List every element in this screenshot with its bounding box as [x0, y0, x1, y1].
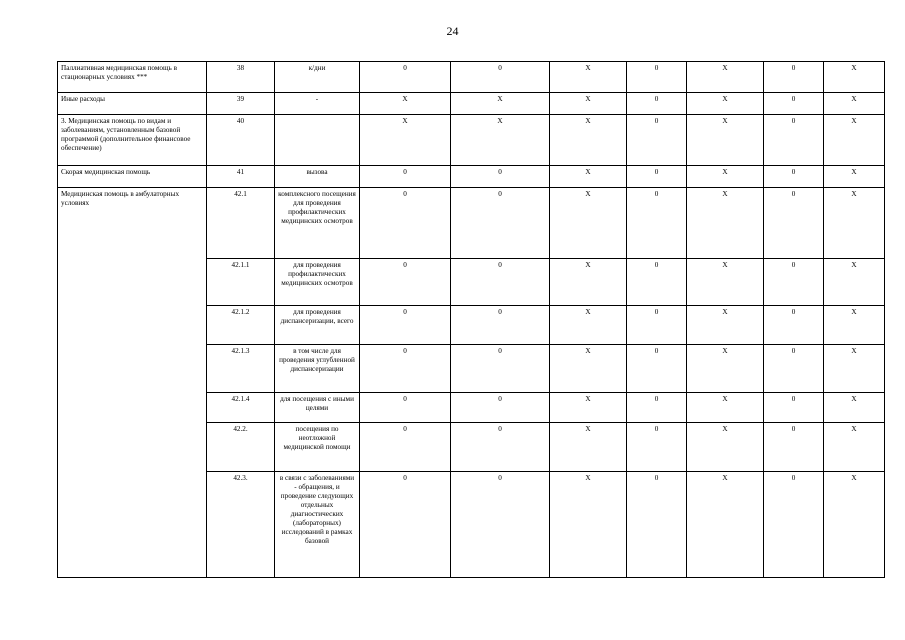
value-cell: X: [687, 166, 764, 188]
row-unit: посещения по неотложной медицинской помощи: [275, 423, 360, 472]
value-cell: X: [824, 115, 885, 166]
value-cell: X: [550, 93, 627, 115]
table-row: [58, 115, 885, 166]
value-cell: 0: [451, 259, 550, 306]
value-cell: 0: [451, 472, 550, 578]
row-code: 41: [207, 166, 275, 188]
value-cell: 0: [764, 472, 824, 578]
value-cell: 0: [451, 393, 550, 423]
value-cell: X: [687, 115, 764, 166]
value-cell: X: [451, 115, 550, 166]
row-code: 42.1: [207, 188, 275, 259]
row-code: 40: [207, 115, 275, 166]
row-name: Паллиативная медицинская помощь в стационарных условиях ***: [58, 62, 207, 93]
value-cell: X: [550, 166, 627, 188]
value-cell: 0: [764, 345, 824, 393]
value-cell: 0: [451, 188, 550, 259]
value-cell: 0: [627, 393, 687, 423]
value-cell: 0: [627, 259, 687, 306]
row-code: 42.1.3: [207, 345, 275, 393]
row-unit: к/дни: [275, 62, 360, 93]
value-cell: X: [824, 345, 885, 393]
row-name: Иные расходы: [58, 93, 207, 115]
value-cell: 0: [764, 62, 824, 93]
row-unit: для проведения диспансеризации, всего: [275, 306, 360, 345]
value-cell: X: [824, 423, 885, 472]
value-cell: 0: [764, 115, 824, 166]
value-cell: X: [550, 472, 627, 578]
table-row: [58, 62, 885, 93]
row-unit: для проведения профилактических медицинских осмотров: [275, 259, 360, 306]
value-cell: X: [824, 393, 885, 423]
row-code: 42.1.2: [207, 306, 275, 345]
row-code: 42.1.4: [207, 393, 275, 423]
table-row: [58, 93, 885, 115]
value-cell: 0: [451, 306, 550, 345]
value-cell: 0: [627, 472, 687, 578]
row-unit: [275, 115, 360, 166]
row-name: 3. Медицинская помощь по видам и заболеваниям, установленным базовой программой (дополнительное финансовое обеспечение): [58, 115, 207, 166]
value-cell: 0: [764, 423, 824, 472]
value-cell: 0: [627, 93, 687, 115]
value-cell: 0: [764, 166, 824, 188]
value-cell: X: [550, 306, 627, 345]
data-table: [57, 61, 885, 578]
value-cell: X: [550, 345, 627, 393]
value-cell: 0: [360, 306, 451, 345]
value-cell: 0: [627, 166, 687, 188]
value-cell: X: [824, 259, 885, 306]
value-cell: X: [451, 93, 550, 115]
row-unit: комплексного посещения для проведения профилактических медицинских осмотров: [275, 188, 360, 259]
value-cell: X: [824, 472, 885, 578]
value-cell: 0: [627, 62, 687, 93]
value-cell: 0: [360, 188, 451, 259]
value-cell: 0: [764, 393, 824, 423]
table-row: [58, 188, 885, 259]
value-cell: 0: [764, 188, 824, 259]
value-cell: 0: [764, 93, 824, 115]
value-cell: 0: [360, 62, 451, 93]
value-cell: 0: [627, 115, 687, 166]
value-cell: 0: [360, 345, 451, 393]
value-cell: 0: [360, 423, 451, 472]
value-cell: X: [824, 93, 885, 115]
value-cell: X: [824, 188, 885, 259]
value-cell: X: [687, 93, 764, 115]
table-row: [58, 166, 885, 188]
value-cell: 0: [627, 188, 687, 259]
value-cell: X: [687, 393, 764, 423]
value-cell: X: [687, 259, 764, 306]
value-cell: X: [360, 93, 451, 115]
value-cell: X: [824, 62, 885, 93]
value-cell: X: [687, 345, 764, 393]
value-cell: X: [550, 188, 627, 259]
value-cell: X: [687, 472, 764, 578]
row-code: 42.1.1: [207, 259, 275, 306]
value-cell: X: [550, 423, 627, 472]
row-name: Скорая медицинская помощь: [58, 166, 207, 188]
row-code: 38: [207, 62, 275, 93]
value-cell: 0: [451, 62, 550, 93]
value-cell: 0: [627, 306, 687, 345]
value-cell: 0: [451, 345, 550, 393]
value-cell: X: [824, 166, 885, 188]
row-code: 42.3.: [207, 472, 275, 578]
value-cell: X: [687, 62, 764, 93]
value-cell: X: [687, 188, 764, 259]
value-cell: 0: [451, 166, 550, 188]
value-cell: X: [550, 259, 627, 306]
value-cell: X: [824, 306, 885, 345]
row-unit: для посещения с иными целями: [275, 393, 360, 423]
row-unit: в том числе для проведения углубленной диспансеризации: [275, 345, 360, 393]
value-cell: X: [550, 115, 627, 166]
value-cell: 0: [451, 423, 550, 472]
value-cell: 0: [360, 393, 451, 423]
value-cell: X: [550, 393, 627, 423]
row-unit: -: [275, 93, 360, 115]
row-unit: вызова: [275, 166, 360, 188]
value-cell: X: [687, 423, 764, 472]
value-cell: 0: [360, 472, 451, 578]
value-cell: 0: [764, 306, 824, 345]
row-unit: в связи с заболеваниями - обращения, и проведение следующих отдельных диагностических (лабораторных) исследований в рамках базовой: [275, 472, 360, 578]
value-cell: X: [550, 62, 627, 93]
value-cell: 0: [360, 166, 451, 188]
value-cell: 0: [627, 345, 687, 393]
value-cell: 0: [627, 423, 687, 472]
value-cell: 0: [764, 259, 824, 306]
value-cell: 0: [360, 259, 451, 306]
value-cell: X: [687, 306, 764, 345]
row-code: 39: [207, 93, 275, 115]
value-cell: X: [360, 115, 451, 166]
page-number: 24: [446, 24, 459, 38]
row-name: Медицинская помощь в амбулаторных условиях: [58, 188, 207, 578]
row-code: 42.2.: [207, 423, 275, 472]
